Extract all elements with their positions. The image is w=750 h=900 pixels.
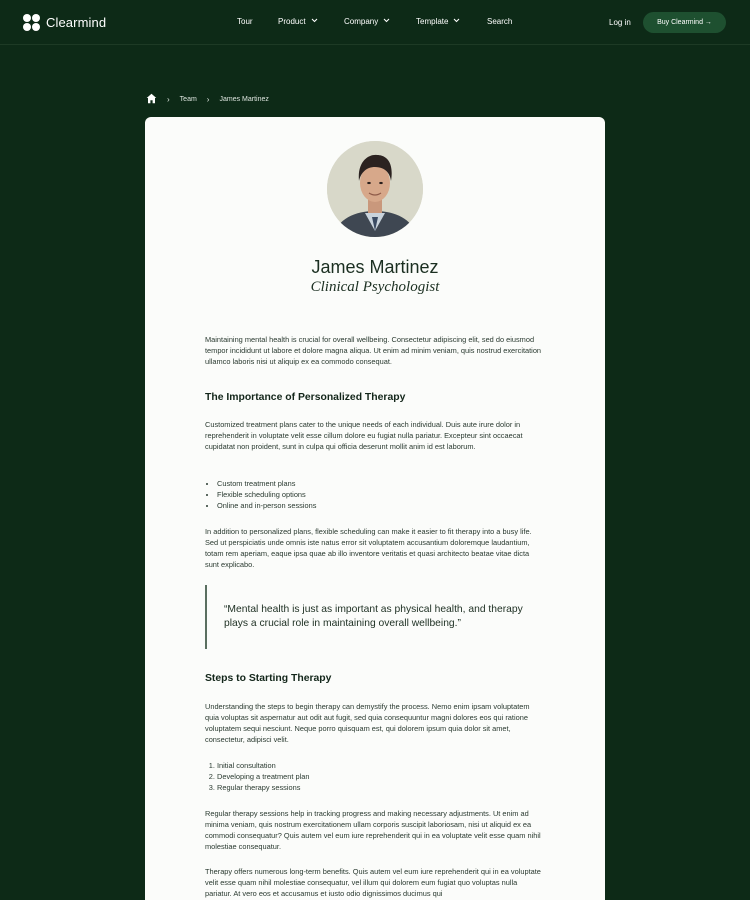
nav-link-tour[interactable] <box>237 17 278 26</box>
body-paragraph: Regular therapy sessions help in tracking progress and making necessary adjustments. Ut enim ad minima veniam, quis nostrum exercitationem ullam corporis suscipit laboriosam, nisi ut aliquid ex ea commodi consequatur? Quis autem vel eum iure reprehenderit qui in ea voluptate velit esse quam nihil molestiae consequatur. <box>205 809 541 851</box>
body-paragraph: Understanding the steps to begin therapy can demystify the process. Nemo enim ipsam voluptatem quia voluptas sit aspernatur aut odit aut fugit, sed quia consequuntur magni dolores eos qui ratione voluptatem sequi nesciunt. Neque porro quisquam est, qui dolorem ipsum quia dolor sit amet, consectetur, adipisci velit. <box>205 702 530 744</box>
chevron-down-icon <box>383 18 390 25</box>
list-item: 3. Regular therapy sessions <box>217 782 545 793</box>
profile-name: James Martinez <box>311 257 439 277</box>
chevron-right-icon: › <box>167 95 170 104</box>
profile-card <box>145 117 605 900</box>
nav-link-search[interactable] <box>487 17 512 26</box>
list-item: • Flexible scheduling options <box>217 489 545 500</box>
home-icon[interactable] <box>146 93 157 106</box>
chevron-right-icon: › <box>206 95 210 104</box>
list-item: 2. Developing a treatment plan <box>217 771 545 782</box>
list-item: • Online and in-person sessions <box>217 500 545 511</box>
brand-name: Clearmind <box>46 15 107 30</box>
body-paragraph: In addition to personalized plans, flexible scheduling can make it easier to fit therapy into a busy life. Sed ut perspiciatis unde omnis iste natus error sit voluptatem accusantium doloremque laudantium, totam rem aperiam, eaque ipsa quae ab illo inventore veritatis et quasi architecto beatae vitae dicta sunt explicabo. <box>205 527 532 569</box>
clearmind-logo-icon <box>23 14 40 31</box>
list-item: 1. Initial consultation <box>217 760 545 771</box>
benefits-list <box>205 478 545 511</box>
pull-quote: “Mental health is just as important as physical health, and therapy plays a crucial role in maintaining overall wellbeing.” <box>205 585 545 649</box>
nav-link-label: Company <box>344 17 379 26</box>
chevron-down-icon <box>453 18 460 25</box>
body-paragraph: Customized treatment plans cater to the unique needs of each individual. Duis aute irure dolor in reprehenderit in voluptate velit esse cillum dolore eu fugiat nulla pariatur. Excepteur sint occaecat cupidatat non proident, sunt in culpa qui officia deserunt mollit anim id est laborum. <box>205 420 523 451</box>
top-navigation <box>0 0 750 45</box>
list-item: • Custom treatment plans <box>217 478 545 489</box>
section-heading: Steps to Starting Therapy <box>205 673 332 684</box>
avatar <box>327 141 423 237</box>
nav-link-product[interactable] <box>278 17 344 26</box>
nav-link-label: Template <box>416 17 449 26</box>
profile-role: Clinical Psychologist <box>310 279 440 295</box>
breadcrumb-item-team[interactable]: Team <box>179 96 197 103</box>
nav-link-label: Search <box>487 17 513 26</box>
nav-link-company[interactable] <box>344 17 416 26</box>
breadcrumb-item-current: James Martinez <box>219 96 269 103</box>
nav-link-label: Product <box>278 17 306 26</box>
nav-link-template[interactable] <box>416 17 487 26</box>
buy-clearmind-button[interactable]: Buy Clearmind → <box>643 12 726 33</box>
nav-link-label: Tour <box>237 17 253 26</box>
nav-links <box>237 17 512 26</box>
chevron-down-icon <box>311 18 318 25</box>
steps-list <box>205 760 545 793</box>
brand-logo[interactable] <box>23 14 106 31</box>
intro-paragraph: Maintaining mental health is crucial for overall wellbeing. Consectetur adipiscing elit, sed do eiusmod tempor incididunt ut labore et dolore magna aliqua. Ut enim ad minim veniam, quis nostrud exercitation ullamco laboris nisi ut aliquip ex ea commodo consequat. <box>205 335 542 366</box>
section-heading: The Importance of Personalized Therapy <box>205 392 406 403</box>
login-link[interactable]: Log in <box>609 18 631 27</box>
body-paragraph: Therapy offers numerous long-term benefits. Quis autem vel eum iure reprehenderit qui in ea voluptate velit esse quam nihil molestiae consequatur, vel illum qui dolorem eum fugiat quo voluptas nulla pariatur. At vero eos et accusamus et iusto odio dignissimos ducimus qui <box>205 867 541 898</box>
breadcrumb <box>146 93 269 106</box>
